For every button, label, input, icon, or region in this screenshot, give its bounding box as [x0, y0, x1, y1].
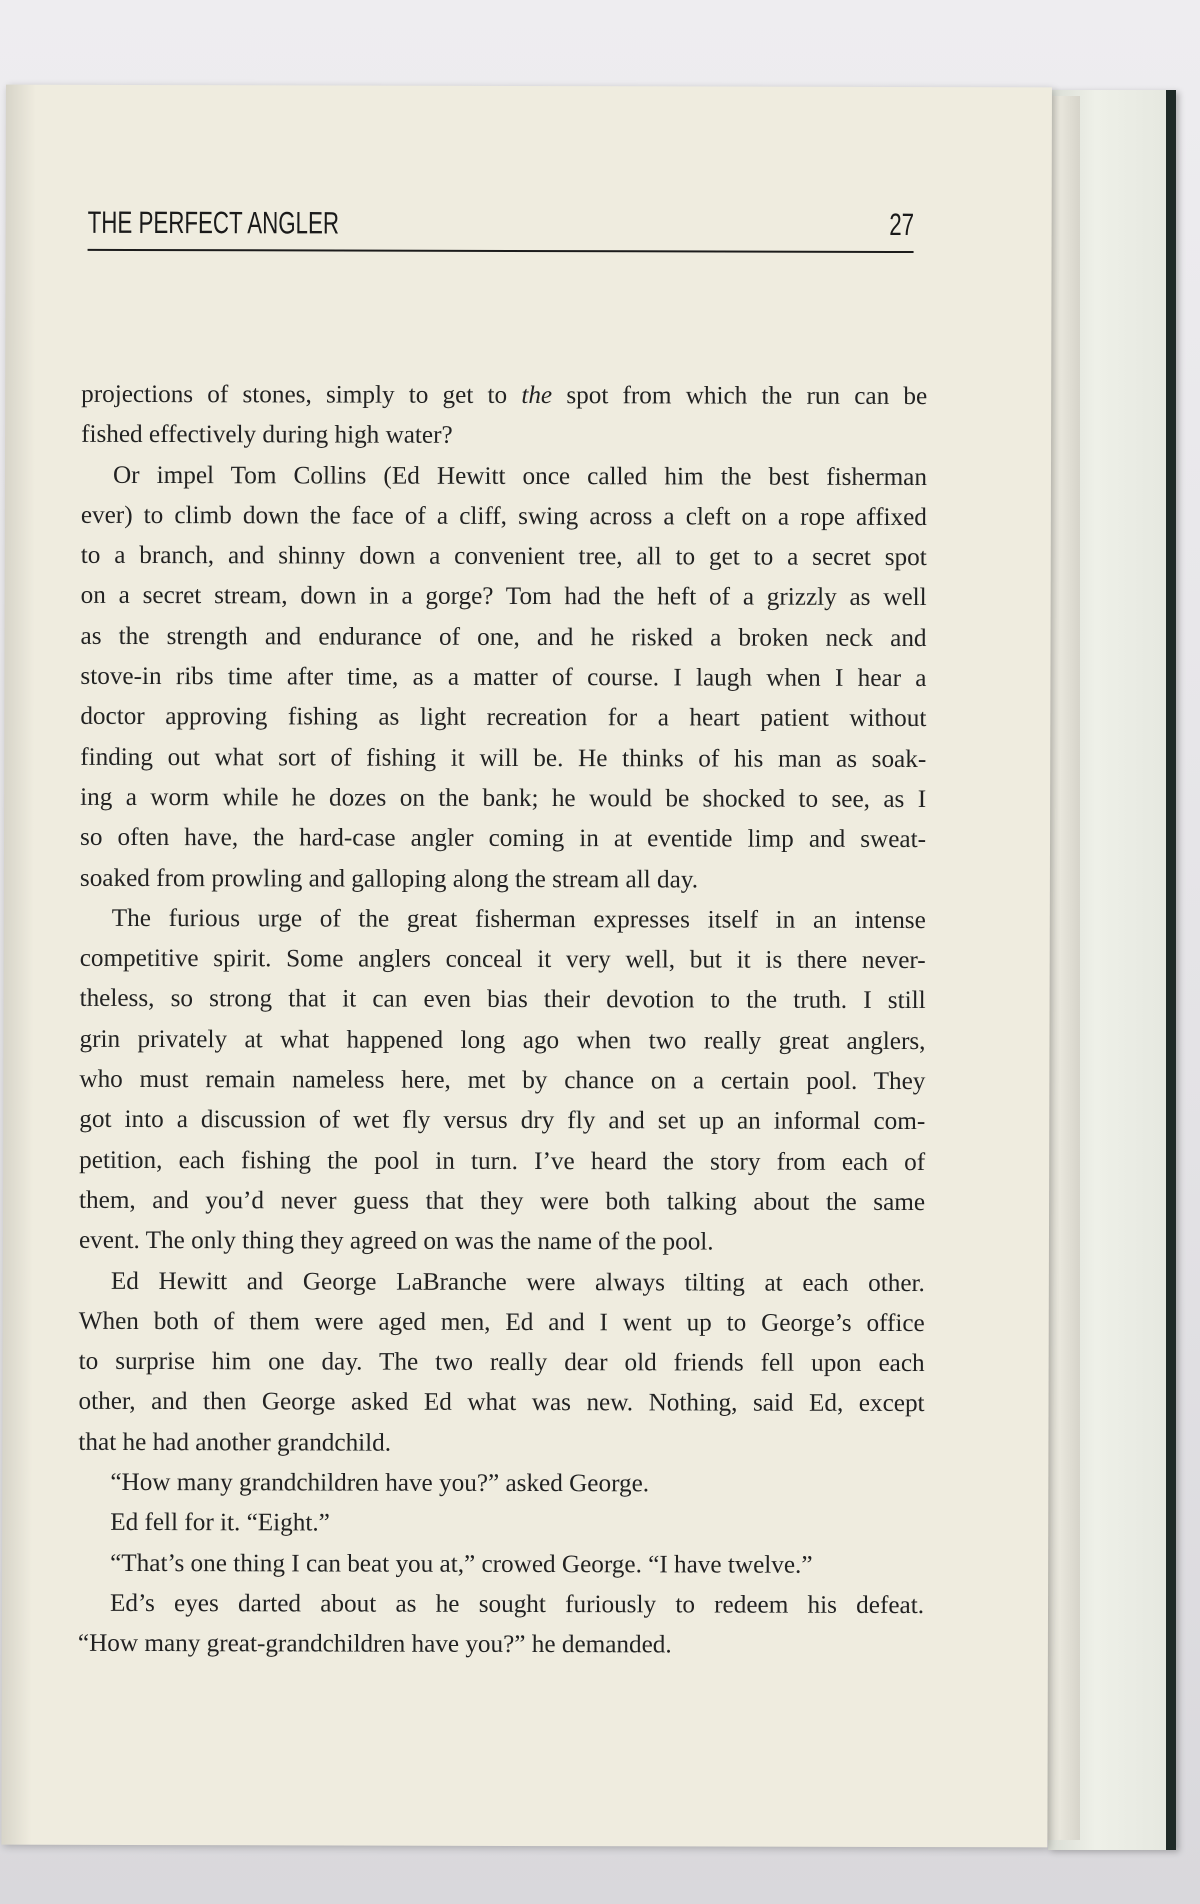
text-line: stove-in ribs time after time, as a matter of course. I laugh when I hear a — [80, 662, 927, 693]
text-line: ever) to climb down the face of a cliff, swing across a cleft on a rope affixed — [80, 501, 927, 531]
text-line: petition, each fishing the pool in turn. I’ve heard the story from each of — [79, 1146, 926, 1176]
text-line: Ed Hewitt and George LaBranche were always tilting at each other. — [110, 1267, 925, 1297]
paragraph-2 — [80, 455, 927, 900]
text-line: other, and then George asked Ed what was new. Nothing, said Ed, except — [78, 1388, 925, 1418]
text-line: to a branch, and shinny down a convenient tree, all to get to a secret spot — [80, 542, 927, 572]
text-line: so often have, the hard-case angler coming in at eventide limp and sweat- — [79, 824, 927, 854]
text-span: spot from which the run can be — [552, 382, 928, 411]
italic-word: the — [521, 381, 553, 410]
paragraph-7 — [78, 1543, 924, 1586]
paragraph-5 — [78, 1463, 924, 1506]
text-line: Or impel Tom Collins (Ed Hewitt once called him the best fisherman — [112, 461, 928, 491]
text-line: “How many great-grandchildren have you?” he demanded. — [77, 1630, 672, 1659]
running-title: THE PERFECT ANGLER — [87, 204, 340, 241]
text-line: When both of them were aged men, Ed and I went up to George’s office — [78, 1307, 925, 1337]
text-span: projections of stones, simply to get to — [81, 380, 522, 409]
paragraph-1 — [81, 375, 927, 458]
paragraph-3 — [79, 899, 926, 1264]
text-line: as the strength and endurance of one, and he risked a broken neck and — [80, 622, 927, 652]
text-line: theless, so strong that it can even bias their devotion to the truth. I still — [79, 985, 926, 1015]
text-line: The furious urge of the great fisherman expresses itself in an intense — [111, 904, 926, 934]
book-page — [1, 85, 1052, 1848]
text-line: who must remain nameless here, met by chance on a certain pool. They — [79, 1065, 926, 1096]
paragraph-4 — [78, 1261, 925, 1465]
text-line: them, and you’d never guess that they were both talking about the same — [79, 1186, 926, 1216]
text-line: ing a worm while he dozes on the bank; he would be shocked to see, as I — [80, 783, 927, 814]
page-number: 27 — [888, 206, 914, 243]
text-line: to surprise him one day. The two really dear old friends fell upon each — [78, 1347, 925, 1378]
text-line: event. The only thing they agreed on was the name of the pool. — [78, 1227, 714, 1256]
text-line: “How many grandchildren have you?” asked George. — [110, 1468, 650, 1498]
text-line: on a secret stream, down in a gorge? Tom had the heft of a grizzly as well — [80, 582, 927, 612]
text-line: fished effectively during high water? — [81, 421, 453, 450]
text-line: finding out what sort of fishing it will be. He thinks of his man as soak- — [80, 743, 927, 773]
text-line: doctor approving fishing as light recreation for a heart patient without — [80, 703, 927, 733]
text-line: soaked from prowling and galloping along the stream all day. — [79, 864, 699, 894]
text-line: Ed fell for it. “Eight.” — [110, 1509, 330, 1537]
text-line: that he had another grandchild. — [78, 1428, 392, 1457]
paragraph-6 — [78, 1503, 924, 1546]
text-line: “That’s one thing I can beat you at,” crowed George. “I have twelve.” — [110, 1549, 813, 1579]
running-head — [87, 204, 914, 253]
body-text — [78, 375, 927, 1667]
text-line: competitive spirit. Some anglers conceal it very well, but it is there never- — [79, 944, 926, 975]
text-line — [81, 375, 927, 418]
text-line: Ed’s eyes darted about as he sought furiously to redeem his defeat. — [109, 1589, 925, 1619]
text-line: got into a discussion of wet fly versus dry fly and set up an informal com- — [79, 1106, 926, 1136]
paragraph-8 — [78, 1584, 924, 1667]
text-line: grin privately at what happened long ago when two really great anglers, — [79, 1025, 926, 1055]
